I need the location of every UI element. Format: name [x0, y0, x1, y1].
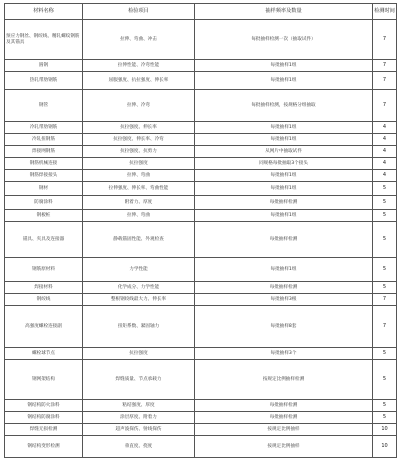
test-items-cell: 拉伸、冷弯: [83, 90, 195, 122]
table-row: [5, 436, 397, 458]
sampling-cell: 每批抽样1组: [195, 182, 373, 196]
inspection-table: [4, 3, 397, 458]
material-cell: 防腐涂料: [5, 196, 83, 210]
test-items-cell: 抗拉强度、伸长率、冷弯: [83, 134, 195, 146]
table-row: [5, 412, 397, 424]
test-items-cell: 拉伸性能、冷弯性能: [83, 60, 195, 72]
material-cell: 钢材: [5, 182, 83, 196]
table-row: [5, 282, 397, 294]
table-row: [5, 424, 397, 436]
material-cell: 钢结构变形检测: [5, 436, 83, 458]
test-items-cell: 抗拉强度: [83, 158, 195, 170]
table-row: [5, 20, 397, 60]
header-sampling: 抽样频率及数量: [195, 4, 373, 20]
header-test-time: 检测时间: [373, 4, 397, 20]
sampling-cell: 每批抽样检测，按规格分组抽取: [195, 90, 373, 122]
test-time-cell: 7: [373, 306, 397, 348]
material-cell: 螺栓球节点: [5, 348, 83, 360]
material-cell: 钢筋机械连接: [5, 158, 83, 170]
sampling-cell: 按规定比例抽样检测: [195, 360, 373, 400]
test-items-cell: 附着力、厚度: [83, 196, 195, 210]
header-test-items: 检验项目: [83, 4, 195, 20]
sampling-cell: 每批抽样检测: [195, 412, 373, 424]
sampling-cell: 每批抽样检测: [195, 196, 373, 210]
table-row: [5, 134, 397, 146]
sampling-cell: 每批抽样检测: [195, 400, 373, 412]
table-row: [5, 222, 397, 258]
test-items-cell: 拉伸、弯曲、冲击: [83, 20, 195, 60]
test-items-cell: 化学成分、力学性能: [83, 282, 195, 294]
table-row: [5, 122, 397, 134]
sampling-cell: 每批抽样8套: [195, 306, 373, 348]
sampling-cell: 按规定比例抽样: [195, 436, 373, 458]
test-items-cell: 拉伸、弯曲: [83, 210, 195, 222]
test-items-cell: 垂直度、挠度: [83, 436, 195, 458]
material-cell: 钢结构防火涂料: [5, 400, 83, 412]
test-time-cell: 5: [373, 348, 397, 360]
table-row: [5, 158, 397, 170]
test-time-cell: 4: [373, 122, 397, 134]
test-time-cell: 5: [373, 258, 397, 282]
test-time-cell: 5: [373, 412, 397, 424]
header-material: 材料名称: [5, 4, 83, 20]
test-time-cell: 5: [373, 182, 397, 196]
sampling-cell: 每批抽样1组: [195, 170, 373, 182]
material-cell: 钢网架结构: [5, 360, 83, 400]
table-row: [5, 170, 397, 182]
material-cell: 预应力钢丝、钢绞线、精轧螺纹钢筋及其锚具: [5, 20, 83, 60]
material-cell: 钢结构防腐涂料: [5, 412, 83, 424]
test-items-cell: 力学性能: [83, 258, 195, 282]
table-row: [5, 400, 397, 412]
test-time-cell: 7: [373, 72, 397, 90]
test-time-cell: 10: [373, 436, 397, 458]
table-row: [5, 90, 397, 122]
sampling-cell: 每批抽样1组: [195, 122, 373, 134]
test-items-cell: 拉伸、弯曲: [83, 170, 195, 182]
material-cell: 焊接网钢筋: [5, 146, 83, 158]
sampling-cell: 每批抽样1组: [195, 210, 373, 222]
test-items-cell: 静载锚固性能、外观检查: [83, 222, 195, 258]
material-cell: 热轧带肋钢筋: [5, 72, 83, 90]
table-row: [5, 294, 397, 306]
test-time-cell: 4: [373, 170, 397, 182]
sampling-cell: 每批抽样1组: [195, 60, 373, 72]
sampling-cell: 每批抽样检测: [195, 282, 373, 294]
sampling-cell: 每批抽样3个: [195, 348, 373, 360]
table-row: [5, 348, 397, 360]
sampling-cell: 每批抽样3根: [195, 294, 373, 306]
sampling-cell: 每批抽样1组: [195, 134, 373, 146]
table-row: [5, 196, 397, 210]
test-items-cell: 屈服强度、抗拉强度、伸长率: [83, 72, 195, 90]
table-row: [5, 258, 397, 282]
test-items-cell: 整根钢绞线最大力、伸长率: [83, 294, 195, 306]
test-time-cell: 4: [373, 146, 397, 158]
material-cell: 锚具、夹具及连接器: [5, 222, 83, 258]
table-row: [5, 146, 397, 158]
test-items-cell: 扭矩系数、紧固轴力: [83, 306, 195, 348]
test-items-cell: 拉伸强度、伸长率、弯曲性能: [83, 182, 195, 196]
material-cell: 钢筋原材料: [5, 258, 83, 282]
test-items-cell: 超声波探伤、射线探伤: [83, 424, 195, 436]
material-cell: 钢筋焊接接头: [5, 170, 83, 182]
test-items-cell: 抗拉强度、抗剪力: [83, 146, 195, 158]
table-row: [5, 182, 397, 196]
test-items-cell: 焊缝质量、节点承载力: [83, 360, 195, 400]
test-items-cell: 抗拉强度: [83, 348, 195, 360]
table-row: [5, 72, 397, 90]
test-time-cell: 5: [373, 282, 397, 294]
material-cell: 钢管: [5, 90, 83, 122]
test-time-cell: 5: [373, 400, 397, 412]
sampling-cell: 从网片中抽取试件: [195, 146, 373, 158]
material-cell: 圆钢: [5, 60, 83, 72]
material-cell: 高强度螺栓连接副: [5, 306, 83, 348]
test-time-cell: 7: [373, 60, 397, 72]
material-cell: 钢板桩: [5, 210, 83, 222]
test-items-cell: 涂层厚度、附着力: [83, 412, 195, 424]
header-row: [5, 4, 397, 20]
material-cell: 焊缝无损检测: [5, 424, 83, 436]
test-time-cell: 10: [373, 424, 397, 436]
sampling-cell: 按规定比例抽样: [195, 424, 373, 436]
sampling-cell: 每批抽样检测一次（抽取试件）: [195, 20, 373, 60]
table-row: [5, 360, 397, 400]
table-row: [5, 60, 397, 72]
sampling-cell: 同规格每批抽取3个接头: [195, 158, 373, 170]
material-cell: 冷轧带肋钢筋: [5, 122, 83, 134]
material-cell: 钢绞线: [5, 294, 83, 306]
test-items-cell: 粘结强度、厚度: [83, 400, 195, 412]
sampling-cell: 每批抽样检测: [195, 222, 373, 258]
test-time-cell: 5: [373, 222, 397, 258]
table-row: [5, 210, 397, 222]
test-time-cell: 5: [373, 210, 397, 222]
test-time-cell: 7: [373, 294, 397, 306]
sampling-cell: 每批抽样1组: [195, 72, 373, 90]
material-cell: 焊接材料: [5, 282, 83, 294]
material-cell: 冷轧扭钢筋: [5, 134, 83, 146]
test-time-cell: 4: [373, 158, 397, 170]
test-items-cell: 抗拉强度、伸长率: [83, 122, 195, 134]
test-time-cell: 7: [373, 90, 397, 122]
test-time-cell: 4: [373, 134, 397, 146]
test-time-cell: 7: [373, 20, 397, 60]
test-time-cell: 5: [373, 360, 397, 400]
table-row: [5, 306, 397, 348]
sampling-cell: 每批抽样1组: [195, 258, 373, 282]
test-time-cell: 5: [373, 196, 397, 210]
